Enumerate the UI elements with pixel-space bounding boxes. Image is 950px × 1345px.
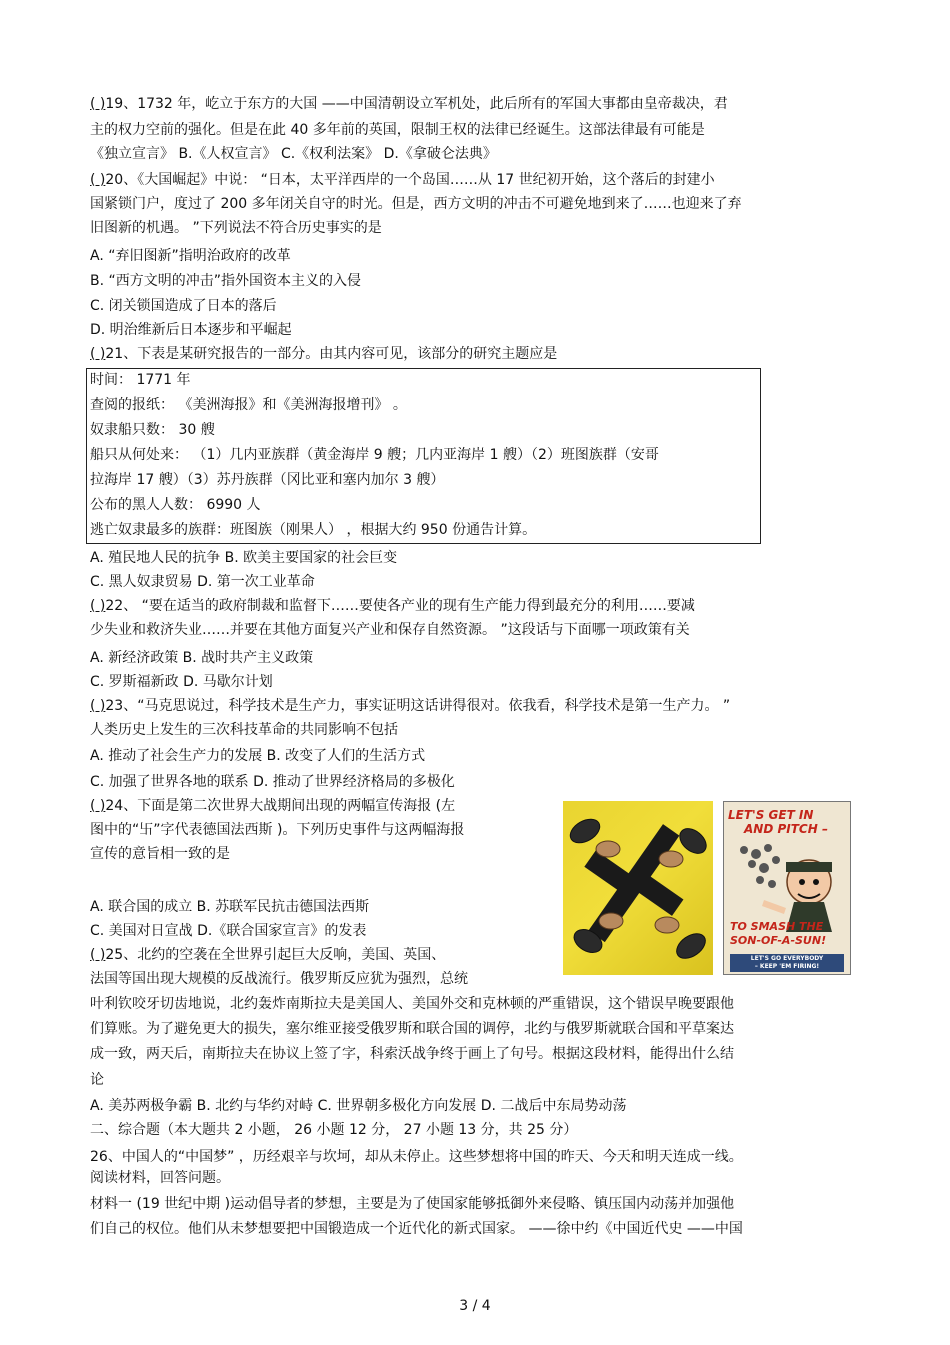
q25-line-1: ( )25、北约的空袭在全世界引起巨大反响，美国、英国、	[90, 947, 446, 963]
poster-right-slogan-1: TO SMASH THE	[730, 920, 824, 933]
q21-options-ab: A. 殖民地人民的抗争 B. 欧美主要国家的社会巨变	[90, 550, 398, 566]
q22-options-cd: C. 罗斯福新政 D. 马歇尔计划	[90, 674, 273, 690]
box-population: 公布的黑人人数： 6990 人	[90, 497, 261, 513]
q24-line-2: 图中的“卐”字代表德国法西斯 )。下列历史事件与这两幅海报	[90, 822, 465, 838]
poster-right-pitch	[723, 801, 851, 975]
poster-right-banner-2: – KEEP 'EM FIRING!	[754, 963, 820, 970]
q20-option-c: C. 闭关锁国造成了日本的落后	[90, 298, 277, 314]
material-one-line-2: 们自己的权位。他们从未梦想要把中国锻造成一个近代化的新式国家。 ——徐中约《中国近代史 ——中国	[90, 1221, 743, 1237]
q24-options-cd: C. 美国对日宣战 D.《联合国家宣言》的发表	[90, 923, 367, 939]
q25-line-3: 叶利钦咬牙切齿地说，北约轰炸南斯拉夫是美国人、美国外交和克林顿的严重错误，这个错误早晚要跟他	[90, 996, 734, 1012]
q26-intro: 26、中国人的“中国梦” ，历经艰辛与坎坷，却从未停止。这些梦想将中国的昨天、今天和明天连成一线。	[90, 1149, 743, 1165]
section-two-heading: 二、综合题（本大题共 2 小题， 26 小题 12 分， 27 小题 13 分，共 25 分）	[90, 1122, 578, 1138]
q25-options: A. 美苏两极争霸 B. 北约与华约对峙 C. 世界朝多极化方向发展 D. 二战后中东局势动荡	[90, 1098, 627, 1114]
q24-line-3: 宣传的意旨相一致的是	[90, 846, 230, 862]
q22-line-1: ( )22、 “要在适当的政府制裁和监督下……要使各产业的现有生产能力得到最充分的利用……要减	[90, 598, 695, 614]
q20-line-3: 旧图新的机遇。 ”下列说法不符合历史事实的是	[90, 220, 382, 236]
q22-line-2: 少失业和救济失业……并要在其他方面复兴产业和保存自然资源。 ”这段话与下面哪一项政策有关	[90, 622, 690, 638]
box-origin-2: 拉海岸 17 艘）（3）苏丹族群（冈比亚和塞内加尔 3 艘）	[90, 472, 445, 488]
q24-options-ab: A. 联合国的成立 B. 苏联军民抗击德国法西斯	[90, 899, 370, 915]
q23-options-ab: A. 推动了社会生产力的发展 B. 改变了人们的生活方式	[90, 748, 426, 764]
q20-option-a: A. “弃旧图新”指明治政府的改革	[90, 248, 291, 264]
q25-line-4: 们算账。为了避免更大的损失，塞尔维亚接受俄罗斯和联合国的调停，北约与俄罗斯就联合国和平草案达	[90, 1021, 734, 1037]
q19-line-1: ( )19、1732 年，屹立于东方的大国 ——中国清朝设立军机处，此后所有的军国大事都由皇帝裁决，君	[90, 96, 728, 112]
poster-left-swastika	[563, 801, 713, 975]
poster-left-art	[563, 801, 713, 975]
box-origin-1: 船只从何处来： （1）几内亚族群（黄金海岸 9 艘；几内亚海岸 1 艘）（2）班图族群（安哥	[90, 447, 659, 463]
box-newspapers: 查阅的报纸： 《美洲海报》和《美洲海报增刊》 。	[90, 397, 407, 413]
material-one-line-1: 材料一 (19 世纪中期 )运动倡导者的梦想，主要是为了使国家能够抵御外来侵略、镇压国内动荡并加强他	[90, 1196, 735, 1212]
q22-options-ab: A. 新经济政策 B. 战时共产主义政策	[90, 650, 314, 666]
q20-line-1: ( )20、《大国崛起》中说： “日本，太平洋西岸的一个岛国……从 17 世纪初开始，这个落后的封建小	[90, 172, 715, 188]
poster-right-headline-2: AND PITCH –	[744, 822, 828, 836]
q26-instruction: 阅读材料，回答问题。	[90, 1170, 230, 1186]
q25-line-5: 成一致，两天后，南斯拉夫在协议上签了字，科索沃战争终于画上了句号。根据这段材料，能得出什么结	[90, 1046, 734, 1062]
poster-right-banner-1: LET'S GO EVERYBODY	[750, 955, 824, 962]
q23-line-1: ( )23、“马克思说过，科学技术是生产力，事实证明这话讲得很对。依我看，科学技术是第一生产力。 ”	[90, 698, 731, 714]
q21-options-cd: C. 黑人奴隶贸易 D. 第一次工业革命	[90, 574, 315, 590]
q23-options-cd: C. 加强了世界各地的联系 D. 推动了世界经济格局的多极化	[90, 774, 455, 790]
q19-line-2: 主的权力空前的强化。但是在此 40 多年前的英国，限制王权的法律已经诞生。这部法律最有可能是	[90, 122, 705, 138]
page-number: 3 / 4	[459, 1298, 491, 1314]
poster-right-banner	[730, 954, 844, 972]
box-escaped: 逃亡奴隶最多的族群：班图族（刚果人） ，根据大约 950 份通告计算。	[90, 522, 537, 538]
q20-line-2: 国紧锁门户，度过了 200 多年闭关自守的时光。但是，西方文明的冲击不可避免地到来了……也迎来了弃	[90, 196, 742, 212]
q19-options: 《独立宣言》 B.《人权宣言》 C.《权利法案》 D.《拿破仑法典》	[90, 146, 497, 162]
poster-right-art	[724, 802, 851, 975]
q21-line-1: ( )21、下表是某研究报告的一部分。由其内容可见，该部分的研究主题应是	[90, 346, 558, 362]
box-time: 时间： 1771 年	[90, 372, 191, 388]
q20-option-d: D. 明治维新后日本逐步和平崛起	[90, 322, 292, 338]
q23-line-2: 人类历史上发生的三次科技革命的共同影响不包括	[90, 722, 398, 738]
q20-option-b: B. “西方文明的冲击”指外国资本主义的入侵	[90, 273, 362, 289]
poster-right-headline-1: LET'S GET IN	[728, 808, 814, 822]
q24-line-1: ( )24、下面是第二次世界大战期间出现的两幅宣传海报 (左	[90, 798, 456, 814]
q25-line-2: 法国等国出现大规模的反战流行。俄罗斯反应犹为强烈，总统	[90, 971, 468, 987]
poster-right-slogan-2: SON-OF-A-SUN!	[730, 934, 827, 947]
q25-line-6: 论	[90, 1072, 104, 1088]
box-ship-count: 奴隶船只数： 30 艘	[90, 422, 215, 438]
